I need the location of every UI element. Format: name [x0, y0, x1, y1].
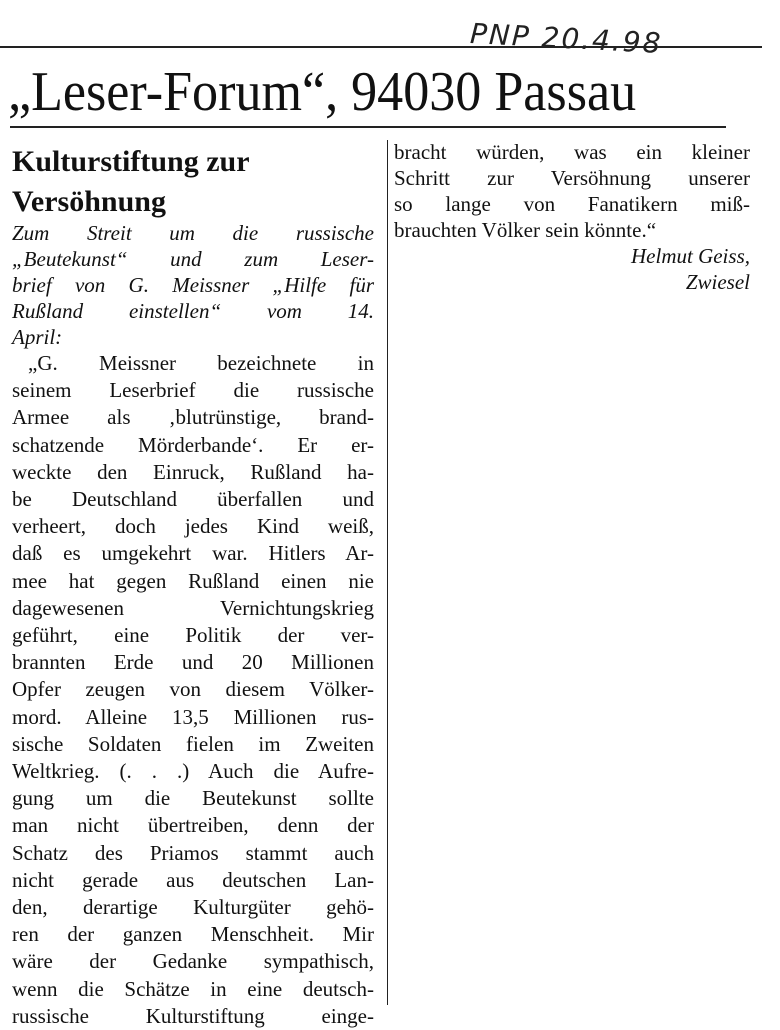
title-line: Versöhnung: [12, 185, 166, 218]
article-title: [12, 142, 374, 222]
title-line: Kulturstiftung zur: [12, 145, 250, 178]
body-line: gung um die Beutekunst sollte: [12, 786, 374, 811]
author-location: Zwiesel: [685, 270, 750, 294]
left-column: [12, 142, 374, 1030]
body-line: Armee als ‚blutrünstige, brand-: [12, 405, 374, 430]
body-line: den, derartige Kulturgüter gehö-: [12, 895, 374, 920]
body-line: Schatz des Priamos stammt auch: [12, 840, 374, 865]
subtitle-line: brief von G. Meissner „Hilfe für: [12, 273, 374, 297]
body-line: bracht würden, was ein kleiner: [394, 140, 750, 164]
body-line: mee hat gegen Rußland einen nie: [12, 568, 374, 593]
handwritten-note: PNP 20.4.98: [469, 16, 664, 61]
body-line: seinem Leserbrief die russische: [12, 378, 374, 403]
column-divider: [387, 140, 388, 1005]
author-name: Helmut Geiss,: [631, 244, 750, 268]
subtitle-line: Zum Streit um die russische: [12, 221, 374, 245]
body-line: mord. Alleine 13,5 Millionen rus-: [12, 704, 374, 729]
subtitle-line: April:: [12, 325, 63, 349]
body-line: be Deutschland überfallen und: [12, 487, 374, 512]
article-body-left: [12, 350, 374, 1030]
body-line: Schritt zur Versöhnung unserer: [394, 166, 750, 190]
headline-rule: [10, 126, 726, 128]
body-line: Weltkrieg. (. . .) Auch die Aufre-: [12, 759, 374, 784]
body-line: man nicht übertreiben, denn der: [12, 813, 374, 838]
body-line: russische Kulturstiftung einge-: [12, 1003, 374, 1028]
body-line: brauchten Völker sein könnte.“: [394, 218, 657, 242]
body-line: daß es umgekehrt war. Hitlers Ar-: [12, 541, 374, 566]
body-line: ren der ganzen Menschheit. Mir: [12, 922, 374, 947]
body-line: verheert, doch jedes Kind weiß,: [12, 514, 374, 539]
body-line: nicht gerade aus deutschen Lan-: [12, 867, 374, 892]
body-line: Opfer zeugen von diesem Völker-: [12, 677, 374, 702]
page-headline: „Leser-Forum“, 94030 Passau: [8, 61, 637, 123]
body-line: so lange von Fanatikern miß-: [394, 192, 750, 216]
subtitle-line: „Beutekunst“ und zum Leser-: [12, 247, 374, 271]
subtitle-line: Rußland einstellen“ vom 14.: [12, 299, 374, 323]
body-line: sische Soldaten fielen im Zweiten: [12, 731, 374, 756]
body-line: wenn die Schätze in eine deutsch-: [12, 976, 374, 1001]
article-body-right: [394, 139, 750, 243]
body-line: dagewesenen Vernichtungskrieg: [12, 595, 374, 620]
body-line: geführt, eine Politik der ver-: [12, 623, 374, 648]
body-line: „G. Meissner bezeichnete in: [28, 351, 374, 375]
body-line: brannten Erde und 20 Millionen: [12, 650, 374, 675]
body-line: weckte den Einruck, Rußland ha-: [12, 459, 374, 484]
body-line: wäre der Gedanke sympathisch,: [12, 949, 374, 974]
body-line: schatzende Mörderbande‘. Er er-: [12, 432, 374, 457]
right-column: [394, 139, 750, 295]
article-subtitle: [12, 220, 374, 350]
